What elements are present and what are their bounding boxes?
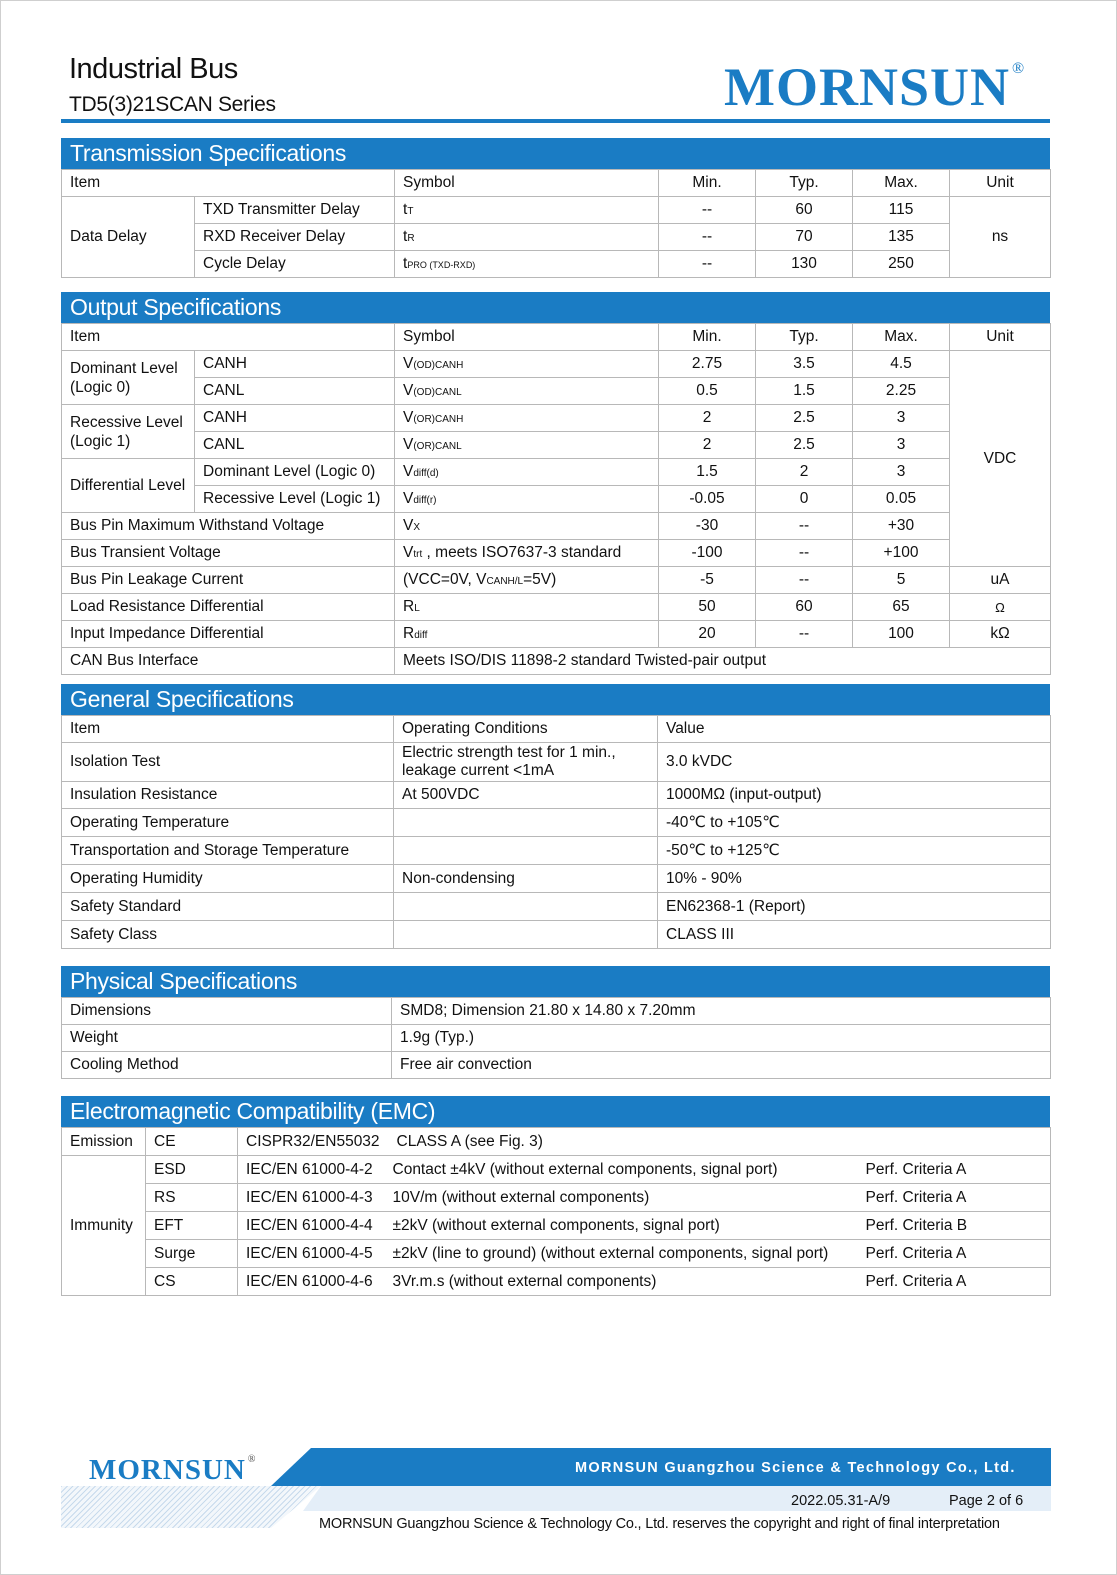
table-row xyxy=(62,837,1051,865)
criteria-cell: Perf. Criteria A xyxy=(858,1184,1051,1212)
criteria-cell: Perf. Criteria A xyxy=(858,1156,1051,1184)
symbol-cell: Vtrt , meets ISO7637-3 standard xyxy=(395,540,659,567)
value-cell: Free air convection xyxy=(392,1052,1051,1079)
item-cell: Transportation and Storage Temperature xyxy=(62,837,394,865)
conditions-cell: Non-condensing xyxy=(394,865,658,893)
symbol-cell: Rdiff xyxy=(395,621,659,648)
table-row xyxy=(62,567,1051,594)
item-cell: Weight xyxy=(62,1025,392,1052)
min-cell: -0.05 xyxy=(659,486,756,513)
table-header-row xyxy=(62,324,1051,351)
typ-cell: 60 xyxy=(756,594,853,621)
value-cell: -40℃ to +105℃ xyxy=(658,809,1051,837)
min-cell: 0.5 xyxy=(659,378,756,405)
standard-cell: IEC/EN 61000-4-2 xyxy=(238,1156,389,1184)
table-row xyxy=(62,1128,1051,1156)
table-row xyxy=(62,782,1051,809)
conditions-cell: Electric strength test for 1 min., leakage current <1mA xyxy=(394,743,658,782)
item-cell: RXD Receiver Delay xyxy=(195,224,395,251)
symbol-cell: Vdiff(r) xyxy=(395,486,659,513)
table-row xyxy=(62,1156,1051,1184)
footer-copyright: MORNSUN Guangzhou Science & Technology Co., Ltd. reserves the copyright and right of final interpretation xyxy=(319,1516,1000,1532)
footer-logo-text: MORNSUN xyxy=(89,1454,246,1486)
min-cell: 50 xyxy=(659,594,756,621)
table-header-row xyxy=(62,716,1051,743)
page-title: Industrial Bus xyxy=(69,53,238,85)
item-cell: Safety Standard xyxy=(62,893,394,921)
mornsun-logo xyxy=(724,56,1025,118)
item-cell: Load Resistance Differential xyxy=(62,594,395,621)
max-cell: 5 xyxy=(853,567,950,594)
symbol-cell: V(OD)CANL xyxy=(395,378,659,405)
min-cell: -100 xyxy=(659,540,756,567)
symbol-cell: tR xyxy=(395,224,659,251)
col-min: Min. xyxy=(659,324,756,351)
item-cell: CANL xyxy=(195,432,395,459)
table-row xyxy=(62,1212,1051,1240)
max-cell: +100 xyxy=(853,540,950,567)
table-row xyxy=(62,378,1051,405)
col-max: Max. xyxy=(853,170,950,197)
output-section xyxy=(61,292,1050,675)
value-cell: 10% - 90% xyxy=(658,865,1051,893)
type-cell: CS xyxy=(146,1268,238,1296)
physical-table xyxy=(61,997,1051,1079)
table-row xyxy=(62,1025,1051,1052)
item-cell: TXD Transmitter Delay xyxy=(195,197,395,224)
table-row xyxy=(62,540,1051,567)
table-row xyxy=(62,224,1051,251)
typ-cell: 130 xyxy=(756,251,853,278)
emc-section xyxy=(61,1096,1050,1296)
transmission-section xyxy=(61,138,1050,278)
unit-cell: uA xyxy=(950,567,1051,594)
item-cell: CANL xyxy=(195,378,395,405)
standard-cell: CISPR32/EN55032 xyxy=(238,1128,389,1156)
table-row xyxy=(62,1268,1051,1296)
col-unit: Unit xyxy=(950,324,1051,351)
unit-cell: Ω xyxy=(950,594,1051,621)
max-cell: 3 xyxy=(853,432,950,459)
section-title: Transmission Specifications xyxy=(61,138,1050,169)
max-cell: 135 xyxy=(853,224,950,251)
conditions-cell xyxy=(394,921,658,949)
min-cell: 20 xyxy=(659,621,756,648)
symbol-cell: V(OD)CANH xyxy=(395,351,659,378)
output-table xyxy=(61,323,1051,675)
table-row xyxy=(62,1240,1051,1268)
max-cell: 4.5 xyxy=(853,351,950,378)
value-cell: -50℃ to +125℃ xyxy=(658,837,1051,865)
table-row xyxy=(62,513,1051,540)
col-symbol: Symbol xyxy=(395,324,659,351)
symbol-cell: (VCC=0V, VCANH/L=5V) xyxy=(395,567,659,594)
emission-label: Emission xyxy=(62,1128,146,1156)
footer-registered-mark: ® xyxy=(247,1454,257,1465)
min-cell: -- xyxy=(659,197,756,224)
item-cell: CANH xyxy=(195,405,395,432)
typ-cell: 70 xyxy=(756,224,853,251)
typ-cell: 60 xyxy=(756,197,853,224)
type-cell: CE xyxy=(146,1128,238,1156)
min-cell: 2 xyxy=(659,405,756,432)
item-cell: Bus Pin Maximum Withstand Voltage xyxy=(62,513,395,540)
standard-cell: IEC/EN 61000-4-4 xyxy=(238,1212,389,1240)
group-label: Data Delay xyxy=(62,197,195,278)
physical-section xyxy=(61,966,1050,1079)
max-cell: 65 xyxy=(853,594,950,621)
footer-company: MORNSUN Guangzhou Science & Technology Co., Ltd. xyxy=(575,1460,1016,1476)
max-cell: 2.25 xyxy=(853,378,950,405)
section-title: Electromagnetic Compatibility (EMC) xyxy=(61,1096,1050,1127)
item-cell: Safety Class xyxy=(62,921,394,949)
type-cell: Surge xyxy=(146,1240,238,1268)
page-number: Page 2 of 6 xyxy=(949,1493,1024,1509)
conditions-cell xyxy=(394,893,658,921)
table-row xyxy=(62,1052,1051,1079)
standard-cell: IEC/EN 61000-4-3 xyxy=(238,1184,389,1212)
max-cell: 115 xyxy=(853,197,950,224)
col-max: Max. xyxy=(853,324,950,351)
typ-cell: -- xyxy=(756,567,853,594)
description-cell: Contact ±4kV (without external components, signal port) xyxy=(389,1156,858,1184)
table-header-row xyxy=(62,170,1051,197)
description-cell: 10V/m (without external components) xyxy=(389,1184,858,1212)
col-item: Item xyxy=(62,324,395,351)
col-conditions: Operating Conditions xyxy=(394,716,658,743)
table-row xyxy=(62,621,1051,648)
item-cell: Input Impedance Differential xyxy=(62,621,395,648)
group-label: Recessive Level (Logic 1) xyxy=(62,405,195,459)
col-item: Item xyxy=(62,170,395,197)
typ-cell: 0 xyxy=(756,486,853,513)
typ-cell: -- xyxy=(756,621,853,648)
description-cell: CLASS A (see Fig. 3) xyxy=(389,1128,1051,1156)
typ-cell: -- xyxy=(756,513,853,540)
typ-cell: 2.5 xyxy=(756,405,853,432)
table-row xyxy=(62,594,1051,621)
section-title: Physical Specifications xyxy=(61,966,1050,997)
min-cell: 1.5 xyxy=(659,459,756,486)
unit-cell: ns xyxy=(950,197,1051,278)
item-cell: Cycle Delay xyxy=(195,251,395,278)
section-title: Output Specifications xyxy=(61,292,1050,323)
series-name: TD5(3)21SCAN Series xyxy=(69,93,276,116)
item-cell: Operating Temperature xyxy=(62,809,394,837)
typ-cell: 3.5 xyxy=(756,351,853,378)
item-cell: Isolation Test xyxy=(62,743,394,782)
type-cell: EFT xyxy=(146,1212,238,1240)
min-cell: 2 xyxy=(659,432,756,459)
max-cell: 0.05 xyxy=(853,486,950,513)
min-cell: -- xyxy=(659,224,756,251)
general-section xyxy=(61,684,1050,949)
table-row xyxy=(62,921,1051,949)
min-cell: 2.75 xyxy=(659,351,756,378)
emc-table xyxy=(61,1127,1051,1296)
value-cell: 1000MΩ (input-output) xyxy=(658,782,1051,809)
max-cell: 3 xyxy=(853,459,950,486)
table-row xyxy=(62,486,1051,513)
conditions-cell xyxy=(394,809,658,837)
table-row xyxy=(62,351,1051,378)
value-cell: EN62368-1 (Report) xyxy=(658,893,1051,921)
item-cell: Recessive Level (Logic 1) xyxy=(195,486,395,513)
value-cell: 1.9g (Typ.) xyxy=(392,1025,1051,1052)
description-cell: ±2kV (line to ground) (without external components, signal port) xyxy=(389,1240,858,1268)
col-min: Min. xyxy=(659,170,756,197)
col-unit: Unit xyxy=(950,170,1051,197)
col-symbol: Symbol xyxy=(395,170,659,197)
max-cell: 250 xyxy=(853,251,950,278)
unit-cell: kΩ xyxy=(950,621,1051,648)
typ-cell: 2 xyxy=(756,459,853,486)
table-row xyxy=(62,743,1051,782)
min-cell: -5 xyxy=(659,567,756,594)
table-row xyxy=(62,432,1051,459)
value-cell: 3.0 kVDC xyxy=(658,743,1051,782)
table-row xyxy=(62,197,1051,224)
section-title: General Specifications xyxy=(61,684,1050,715)
symbol-cell: VX xyxy=(395,513,659,540)
typ-cell: 1.5 xyxy=(756,378,853,405)
table-row xyxy=(62,648,1051,675)
table-row xyxy=(62,251,1051,278)
value-cell: Meets ISO/DIS 11898-2 standard Twisted-pair output xyxy=(395,648,1051,675)
item-cell: Dimensions xyxy=(62,998,392,1025)
table-row xyxy=(62,893,1051,921)
item-cell: Bus Pin Leakage Current xyxy=(62,567,395,594)
logo-text: MORNSUN xyxy=(724,57,1010,117)
table-row xyxy=(62,1184,1051,1212)
criteria-cell: Perf. Criteria B xyxy=(858,1212,1051,1240)
item-cell: CANH xyxy=(195,351,395,378)
max-cell: +30 xyxy=(853,513,950,540)
unit-cell: VDC xyxy=(950,351,1051,567)
immunity-label: Immunity xyxy=(62,1156,146,1296)
criteria-cell: Perf. Criteria A xyxy=(858,1240,1051,1268)
standard-cell: IEC/EN 61000-4-6 xyxy=(238,1268,389,1296)
standard-cell: IEC/EN 61000-4-5 xyxy=(238,1240,389,1268)
max-cell: 3 xyxy=(853,405,950,432)
conditions-cell xyxy=(394,837,658,865)
type-cell: RS xyxy=(146,1184,238,1212)
transmission-table xyxy=(61,169,1051,278)
item-cell: CAN Bus Interface xyxy=(62,648,395,675)
symbol-cell: V(OR)CANH xyxy=(395,405,659,432)
description-cell: 3Vr.m.s (without external components) xyxy=(389,1268,858,1296)
table-row xyxy=(62,809,1051,837)
footer-date: 2022.05.31-A/9 xyxy=(791,1493,891,1509)
min-cell: -30 xyxy=(659,513,756,540)
table-row xyxy=(62,405,1051,432)
col-typ: Typ. xyxy=(756,324,853,351)
typ-cell: 2.5 xyxy=(756,432,853,459)
symbol-cell: RL xyxy=(395,594,659,621)
symbol-cell: Vdiff(d) xyxy=(395,459,659,486)
description-cell: ±2kV (without external components, signal port) xyxy=(389,1212,858,1240)
criteria-cell: Perf. Criteria A xyxy=(858,1268,1051,1296)
general-table xyxy=(61,715,1051,949)
item-cell: Insulation Resistance xyxy=(62,782,394,809)
max-cell: 100 xyxy=(853,621,950,648)
table-row xyxy=(62,865,1051,893)
registered-mark: ® xyxy=(1012,60,1026,77)
value-cell: CLASS III xyxy=(658,921,1051,949)
header-rule xyxy=(61,119,1050,123)
group-label: Differential Level xyxy=(62,459,195,513)
item-cell: Operating Humidity xyxy=(62,865,394,893)
conditions-cell: At 500VDC xyxy=(394,782,658,809)
typ-cell: -- xyxy=(756,540,853,567)
table-row xyxy=(62,998,1051,1025)
symbol-cell: tPRO (TXD-RXD) xyxy=(395,251,659,278)
col-value: Value xyxy=(658,716,1051,743)
table-row xyxy=(62,459,1051,486)
symbol-cell: tT xyxy=(395,197,659,224)
col-typ: Typ. xyxy=(756,170,853,197)
min-cell: -- xyxy=(659,251,756,278)
type-cell: ESD xyxy=(146,1156,238,1184)
item-cell: Bus Transient Voltage xyxy=(62,540,395,567)
symbol-cell: V(OR)CANL xyxy=(395,432,659,459)
item-cell: Dominant Level (Logic 0) xyxy=(195,459,395,486)
col-item: Item xyxy=(62,716,394,743)
group-label: Dominant Level (Logic 0) xyxy=(62,351,195,405)
value-cell: SMD8; Dimension 21.80 x 14.80 x 7.20mm xyxy=(392,998,1051,1025)
footer-logo xyxy=(89,1454,256,1487)
item-cell: Cooling Method xyxy=(62,1052,392,1079)
